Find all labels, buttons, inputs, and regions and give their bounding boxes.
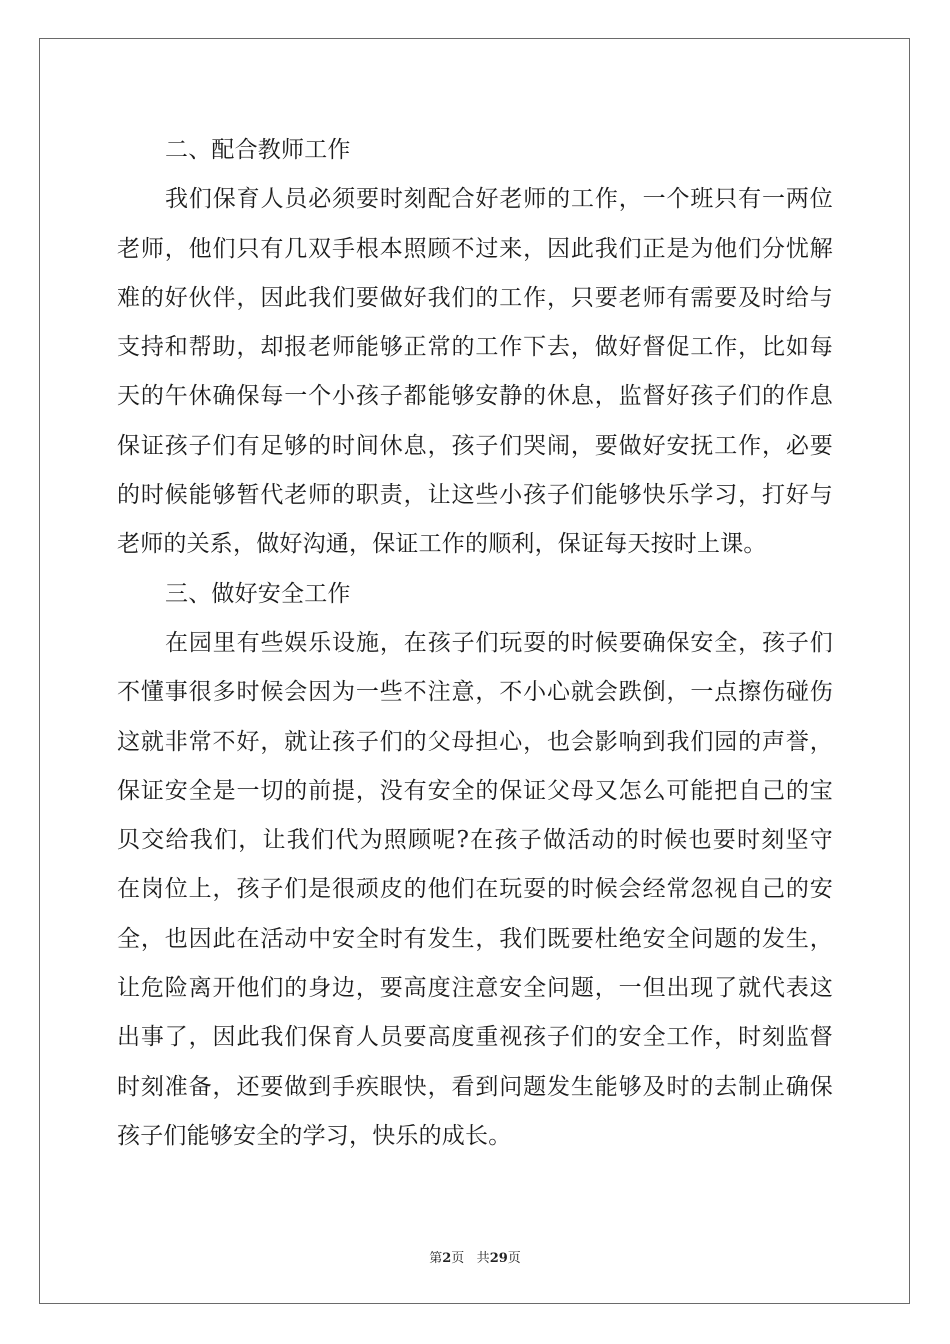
- text-line: 老师的关系，做好沟通，保证工作的顺利，保证每天按时上课。: [117, 531, 767, 558]
- text-line: 出事了，因此我们保育人员要高度重视孩子们的安全工作，时刻监督: [117, 1024, 833, 1051]
- text-line: 保证安全是一切的前提，没有安全的保证父母又怎么可能把自己的宝: [117, 777, 833, 804]
- document-body: [117, 126, 833, 1161]
- total-pages-number: 29: [489, 1251, 508, 1266]
- text-line: 全，也因此在活动中安全时有发生，我们既要杜绝安全问题的发生，: [117, 925, 833, 952]
- text-line: 贝交给我们，让我们代为照顾呢?在孩子做活动的时候也要时刻坚守: [117, 827, 833, 854]
- text-line: 让危险离开他们的身边，要高度注意安全问题，一但出现了就代表这: [117, 975, 833, 1002]
- text-line: 在园里有些娱乐设施，在孩子们玩耍的时候要确保安全，孩子们: [165, 629, 833, 656]
- text-line: 孩子们能够安全的学习，快乐的成长。: [117, 1122, 512, 1149]
- footer-prefix: 第: [429, 1251, 443, 1266]
- text-line: 天的午休确保每一个小孩子都能够安静的休息，监督好孩子们的作息: [117, 383, 833, 410]
- text-line: 不懂事很多时候会因为一些不注意，不小心就会跌倒，一点擦伤碰伤: [117, 679, 833, 706]
- text-line: 难的好伙伴，因此我们要做好我们的工作，只要老师有需要及时给与: [117, 284, 833, 311]
- page-footer: [0, 1247, 950, 1266]
- footer-total-suffix: 页: [507, 1251, 521, 1266]
- text-line: 老师，他们只有几双手根本照顾不过来，因此我们正是为他们分忧解: [117, 235, 833, 262]
- text-line: 我们保育人员必须要时刻配合好老师的工作，一个班只有一两位: [165, 186, 833, 213]
- text-line: 保证孩子们有足够的时间休息，孩子们哭闹，要做好安抚工作，必要: [117, 432, 833, 459]
- footer-page-word: 页: [451, 1251, 465, 1266]
- text-line: 在岗位上，孩子们是很顽皮的他们在玩耍的时候会经常忽视自己的安: [117, 876, 833, 903]
- text-line: 三、做好安全工作: [165, 580, 351, 607]
- text-line: 支持和帮助，却报老师能够正常的工作下去，做好督促工作，比如每: [117, 334, 833, 361]
- text-line: 这就非常不好，就让孩子们的父母担心，也会影响到我们园的声誉，: [117, 728, 833, 755]
- current-page-number: 2: [442, 1251, 452, 1266]
- text-line: 时刻准备，还要做到手疾眼快，看到问题发生能够及时的去制止确保: [117, 1073, 833, 1100]
- text-line: 二、配合教师工作: [165, 137, 351, 163]
- footer-total-prefix: 共: [476, 1251, 490, 1266]
- text-line: 的时候能够暂代老师的职责，让这些小孩子们能够快乐学习，打好与: [117, 482, 833, 509]
